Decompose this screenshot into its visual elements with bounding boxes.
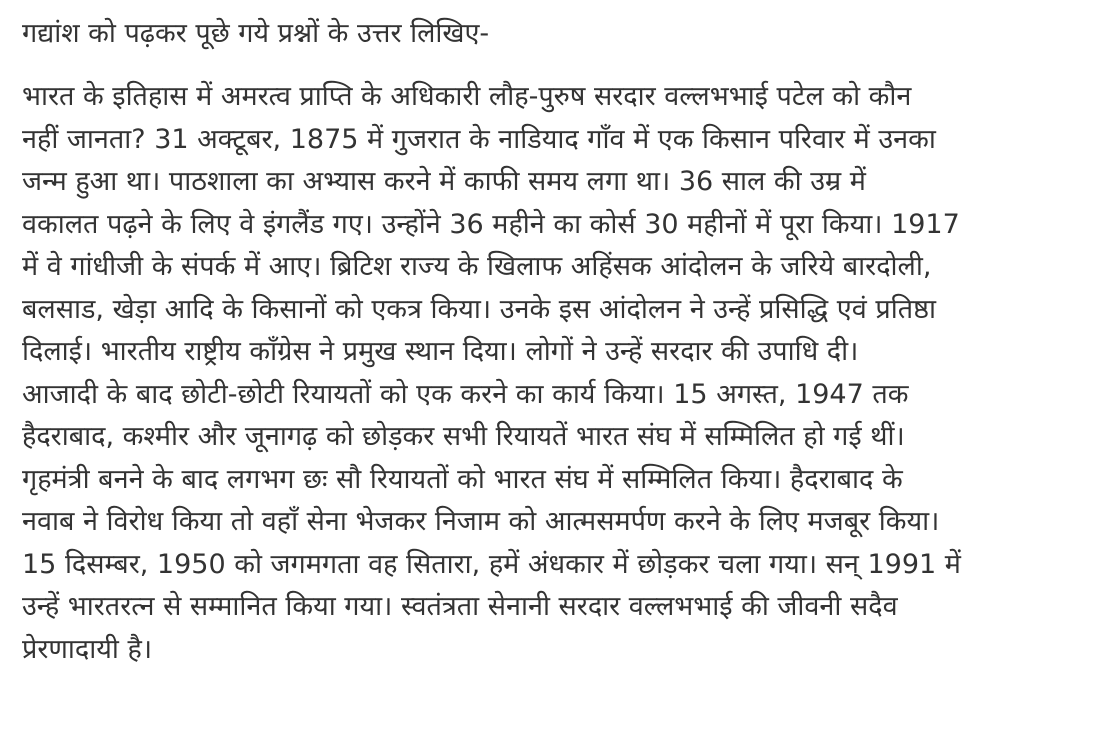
passage-line: नवाब ने विरोध किया तो वहाँ सेना भेजकर निजाम को आत्मसमर्पण करने के लिए मजबूर किया।	[22, 506, 940, 537]
passage-line: जन्म हुआ था। पाठशाला का अभ्यास करने में काफी समय लगा था। 36 साल की उम्र में	[22, 166, 866, 197]
passage	[22, 76, 1094, 671]
instruction-heading: गद्यांश को पढ़कर पूछे गये प्रश्नों के उत्तर लिखिए-	[22, 18, 490, 49]
passage-line: उन्हें भारतरत्न से सम्मानित किया गया। स्वतंत्रता सेनानी सरदार वल्लभभाई की जीवनी सदैव	[22, 591, 898, 622]
passage-line: नहीं जानता? 31 अक्टूबर, 1875 में गुजरात के नाडियाद गाँव में एक किसान परिवार में उनका	[22, 123, 936, 155]
passage-line: प्रेरणादायी है।	[22, 633, 153, 665]
passage-line: गृहमंत्री बनने के बाद लगभग छः सौ रियायतों को भारत संघ में सम्मिलित किया। हैदराबाद के	[22, 463, 903, 495]
passage-line: हैदराबाद, कश्मीर और जूनागढ़ को छोड़कर सभी रियायतें भारत संघ में सम्मिलित हो गई थीं।	[22, 421, 905, 452]
passage-line: भारत के इतिहास में अमरत्व प्राप्ति के अधिकारी लौह-पुरुष सरदार वल्लभभाई पटेल को कौन	[22, 81, 912, 112]
passage-line: दिलाई। भारतीय राष्ट्रीय काँग्रेस ने प्रमुख स्थान दिया। लोगों ने उन्हें सरदार की उपाधि दी।	[22, 336, 859, 367]
passage-line: में वे गांधीजी के संपर्क में आए। ब्रिटिश राज्य के खिलाफ अहिंसक आंदोलन के जरिये बारदोली,	[22, 251, 932, 282]
passage-line: 15 दिसम्बर, 1950 को जगमगता वह सितारा, हमें अंधकार में छोड़कर चला गया। सन् 1991 में	[22, 548, 961, 580]
passage-line: आजादी के बाद छोटी-छोटी रियायतों को एक करने का कार्य किया। 15 अगस्त, 1947 तक	[22, 378, 909, 410]
passage-line: बलसाड, खेड़ा आदि के किसानों को एकत्र किया। उनके इस आंदोलन ने उन्हें प्रसिद्धि एवं प्रतिष्ठा	[22, 293, 936, 325]
passage-line: वकालत पढ़ने के लिए वे इंगलैंड गए। उन्होंने 36 महीने का कोर्स 30 महीनों में पूरा किया। 1917	[22, 208, 960, 240]
